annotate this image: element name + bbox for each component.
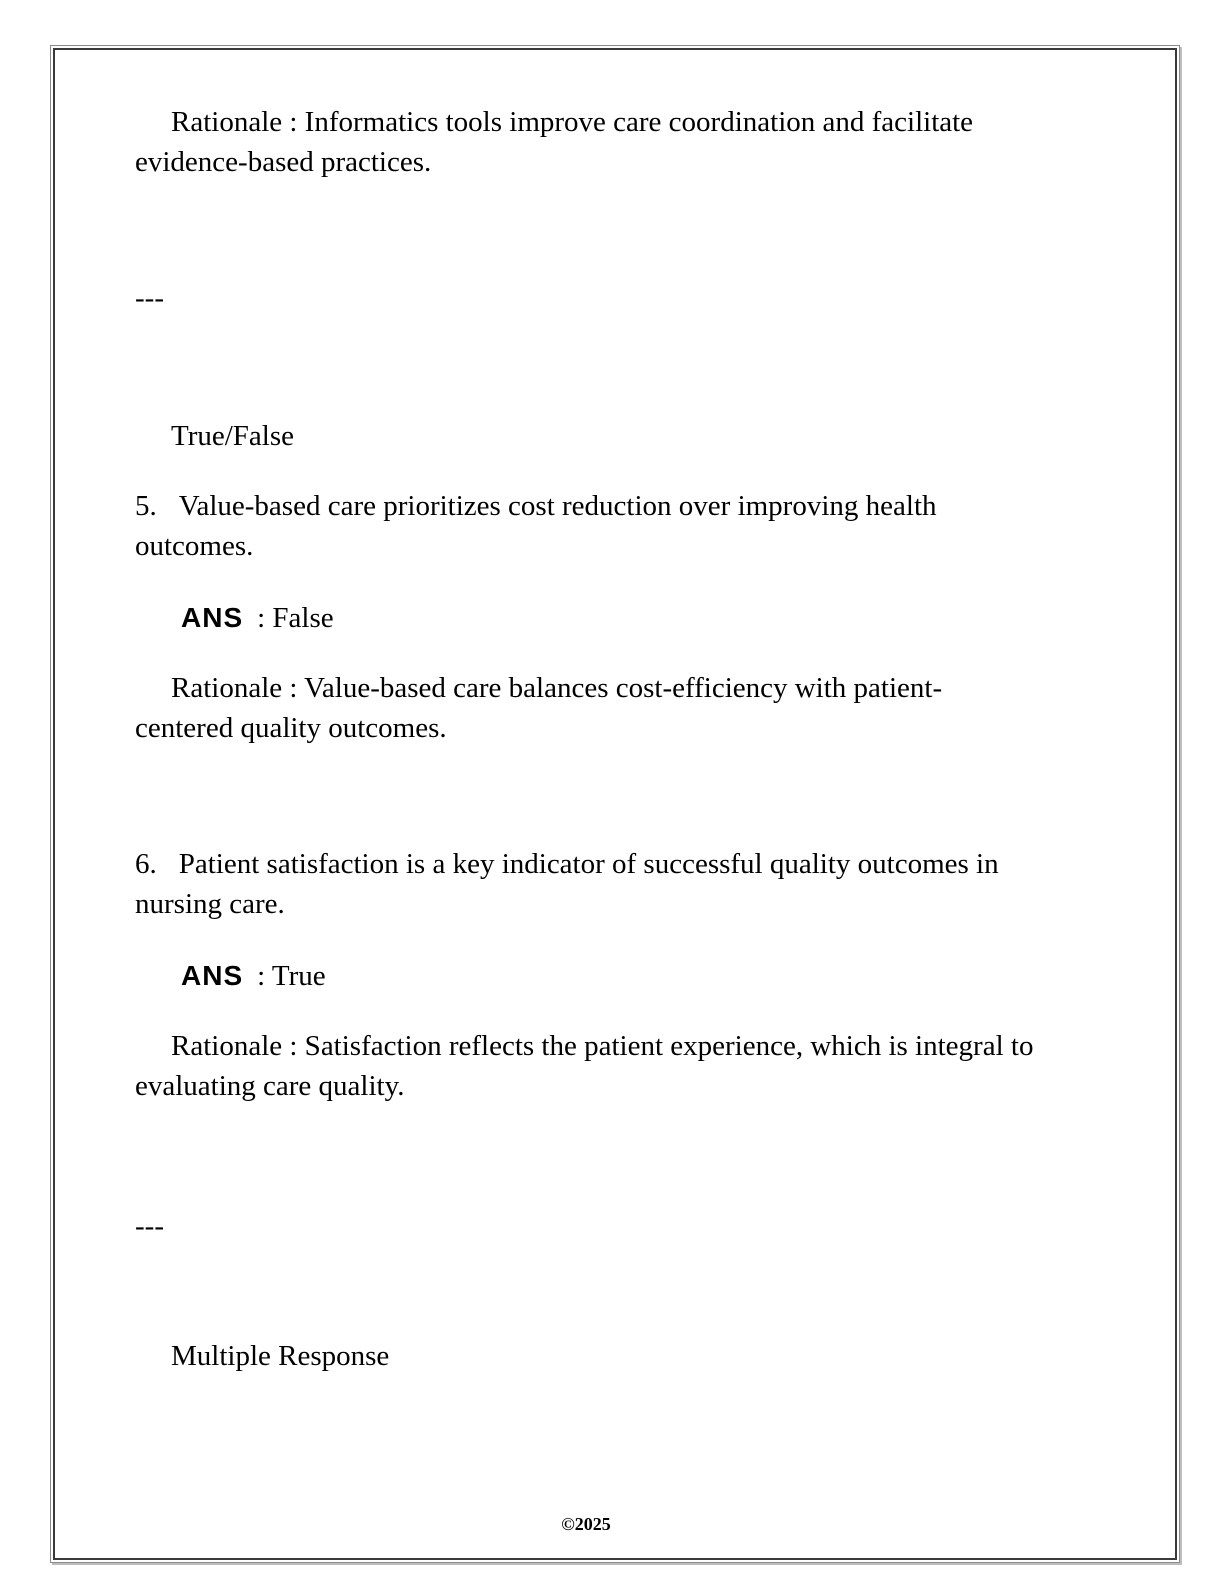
answer-line-q6: [135, 954, 1037, 998]
answer-label-q6: ANS: [181, 960, 244, 991]
rationale-paragraph-previous: Rationale : Informatics tools improve care coordination and facilitate evidence-based practices.: [135, 106, 974, 178]
answer-line-q5: [135, 596, 1037, 640]
question-6-number: 6.: [135, 848, 157, 880]
question-5-number: 5.: [135, 490, 157, 522]
answer-value-q5: : False: [257, 602, 334, 634]
section-heading-true-false: True/False: [171, 420, 294, 452]
footer-copyright: ©2025: [561, 1514, 611, 1534]
question-6: [135, 844, 1037, 924]
page-border-inner: [53, 48, 1177, 1560]
section-heading-multiple-response: Multiple Response: [171, 1340, 390, 1372]
question-5: [135, 486, 1037, 566]
answer-label-q5: ANS: [181, 602, 244, 633]
document-content: [55, 50, 1175, 1544]
section-divider: ---: [135, 282, 164, 314]
page-border-frame: [50, 45, 1180, 1563]
section-divider-2: ---: [135, 1210, 164, 1242]
question-6-text: Patient satisfaction is a key indicator of successful quality outcomes in nursing care.: [135, 848, 999, 920]
question-5-text: Value-based care prioritizes cost reduction over improving health outcomes.: [135, 490, 937, 562]
rationale-paragraph-q5: Rationale : Value-based care balances cost-efficiency with patient-centered quality outcomes.: [135, 672, 943, 744]
answer-value-q6: : True: [257, 960, 326, 992]
rationale-paragraph-q6: Rationale : Satisfaction reflects the patient experience, which is integral to evaluating care quality.: [135, 1030, 1034, 1102]
